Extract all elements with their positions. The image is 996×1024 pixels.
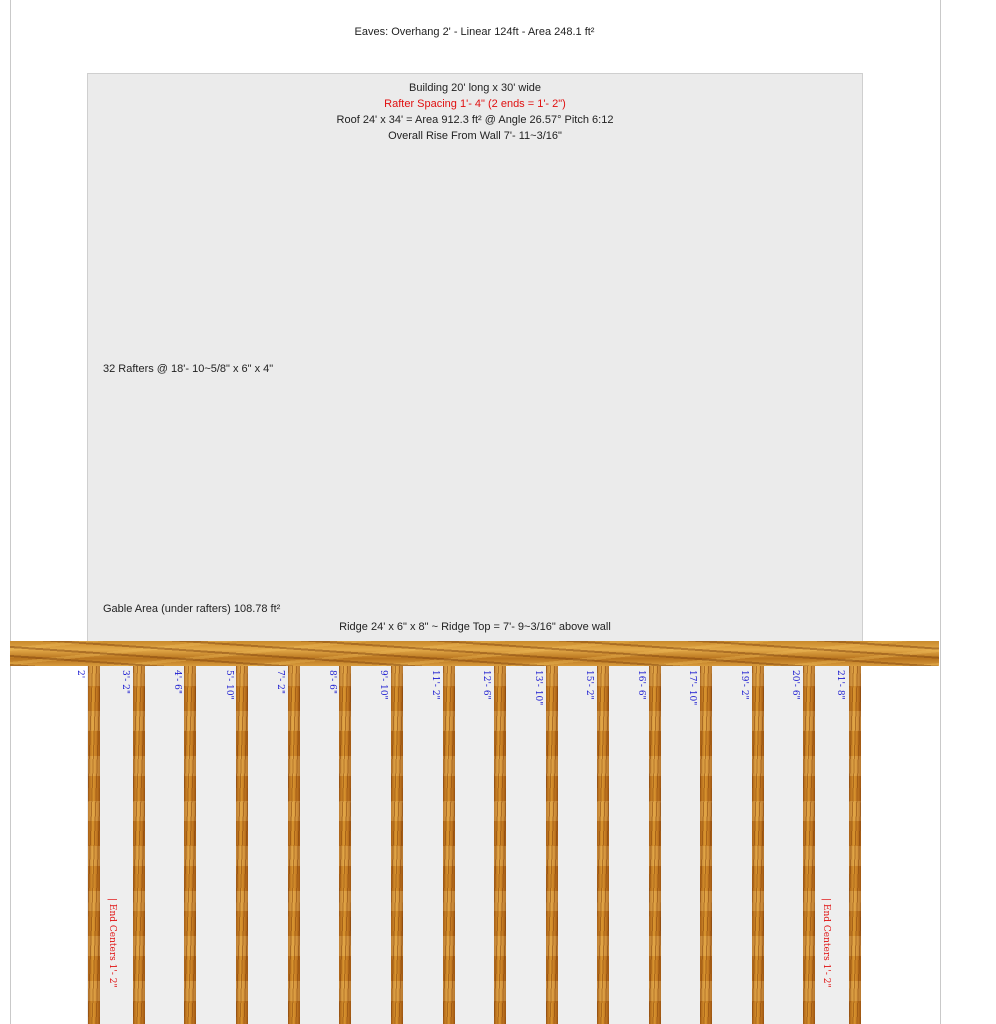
rafter-5 (288, 666, 300, 1024)
rafter-position-label: 12'- 6" (481, 670, 491, 700)
rafter-position-label: 16'- 6" (636, 670, 646, 700)
rafter-14 (752, 666, 764, 1024)
rafter-position-label: 7'- 2" (275, 670, 285, 694)
rafter-2 (133, 666, 145, 1024)
roof-panel (87, 73, 863, 644)
rafter-8 (443, 666, 455, 1024)
eaves-summary: Eaves: Overhang 2' - Linear 124ft - Area 248.1 ft² (354, 26, 595, 38)
rafter-position-label: 2' (75, 670, 85, 679)
rafter-position-label: 20'- 6" (790, 670, 800, 700)
rafter-position-label: 17'- 10" (687, 670, 697, 706)
building-dimensions: Building 20' long x 30' wide (408, 82, 541, 94)
ridge-beam (10, 641, 939, 666)
rafter-spacing: Rafter Spacing 1'- 4" (2 ends = 1'- 2") (384, 98, 566, 110)
rafter-11 (597, 666, 609, 1024)
rafter-position-label: 4'- 6" (172, 670, 182, 694)
end-centers-label: | End Centers 1'- 2" (821, 898, 831, 988)
rafter-3 (184, 666, 196, 1024)
rafter-16 (849, 666, 861, 1024)
rafter-1 (88, 666, 100, 1024)
rafter-bay (87, 666, 861, 1024)
rafter-position-label: 15'- 2" (584, 670, 594, 700)
rafter-position-label: 19'- 2" (739, 670, 749, 700)
rafter-7 (391, 666, 403, 1024)
end-centers-label: | End Centers 1'- 2" (107, 898, 117, 988)
roof-area: Roof 24' x 34' = Area 912.3 ft² @ Angle 26.57° Pitch 6:12 (336, 114, 614, 126)
rafter-position-label: 21'- 8" (835, 670, 845, 700)
rafter-9 (494, 666, 506, 1024)
gable-area: Gable Area (under rafters) 108.78 ft² (103, 603, 281, 615)
rafter-15 (803, 666, 815, 1024)
overall-rise: Overall Rise From Wall 7'- 11~3/16" (388, 130, 562, 142)
rafter-13 (700, 666, 712, 1024)
ridge-dimensions: Ridge 24' x 6" x 8" ~ Ridge Top = 7'- 9~3/16" above wall (339, 621, 611, 633)
rafter-position-label: 9'- 10" (378, 670, 388, 700)
rafter-position-label: 3'- 2" (120, 670, 130, 694)
rafter-6 (339, 666, 351, 1024)
rafter-10 (546, 666, 558, 1024)
rafter-position-label: 11'- 2" (430, 670, 440, 700)
rafter-12 (649, 666, 661, 1024)
rafter-4 (236, 666, 248, 1024)
rafter-position-label: 8'- 6" (327, 670, 337, 694)
rafter-position-label: 13'- 10" (533, 670, 543, 706)
rafters-count: 32 Rafters @ 18'- 10~5/8" x 6" x 4" (103, 363, 274, 375)
rafter-position-label: 5'- 10" (224, 670, 234, 700)
